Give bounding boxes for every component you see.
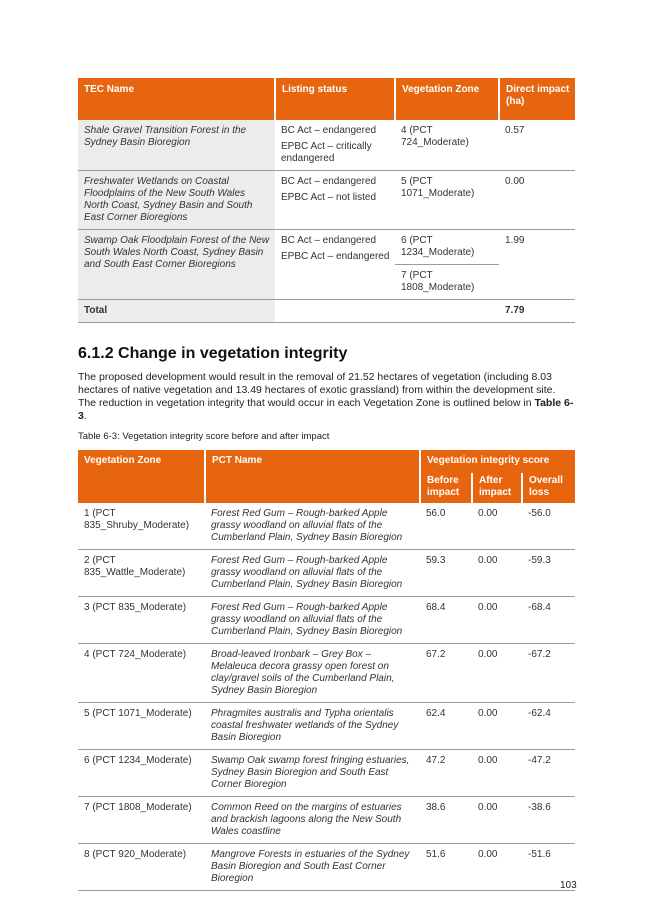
header-pct-name: PCT Name bbox=[205, 450, 420, 503]
zone-cell: 6 (PCT 1234_Moderate) bbox=[78, 750, 205, 797]
table-row bbox=[78, 797, 575, 844]
pct-name-cell: Mangrove Forests in estuaries of the Sydney Basin Bioregion and South East Corner Bioregion bbox=[205, 844, 420, 891]
zone-cell: 8 (PCT 920_Moderate) bbox=[78, 844, 205, 891]
page-number: 103 bbox=[560, 880, 577, 891]
section-heading: 6.1.2 Change in vegetation integrity bbox=[78, 345, 348, 362]
pct-name-cell: Common Reed on the margins of estuaries and brackish lagoons along the New South Wales coastline bbox=[205, 797, 420, 844]
pct-name-cell: Swamp Oak swamp forest fringing estuaries, Sydney Basin Bioregion and South East Corner Bioregion bbox=[205, 750, 420, 797]
pct-name-cell: Phragmites australis and Typha orientalis coastal freshwater wetlands of the Sydney Basin Bioregion bbox=[205, 703, 420, 750]
tec-table-header-row bbox=[78, 78, 575, 120]
total-label: Total bbox=[78, 300, 275, 323]
zone-cell: 7 (PCT 1808_Moderate) bbox=[78, 797, 205, 844]
header-tec-name: TEC Name bbox=[78, 78, 275, 120]
before-cell: 51.6 bbox=[420, 844, 472, 891]
after-cell: 0.00 bbox=[472, 644, 522, 703]
after-cell: 0.00 bbox=[472, 844, 522, 891]
table-row bbox=[78, 120, 575, 171]
after-cell: 0.00 bbox=[472, 797, 522, 844]
header-listing-status: Listing status bbox=[275, 78, 395, 120]
total-row bbox=[78, 300, 575, 323]
pct-name-cell: Broad-leaved Ironbark – Grey Box – Melaleuca decora grassy open forest on clay/gravel soils of the Cumberland Plain, Sydney Basin Bioregion bbox=[205, 644, 420, 703]
before-cell: 68.4 bbox=[420, 597, 472, 644]
header-integrity-score: Vegetation integrity score bbox=[420, 450, 575, 473]
table-row bbox=[78, 503, 575, 550]
header-vegetation-zone: Vegetation Zone bbox=[395, 78, 499, 120]
bc-act-status: BC Act – endangered bbox=[281, 125, 377, 136]
after-cell: 0.00 bbox=[472, 550, 522, 597]
vegetation-integrity-table bbox=[78, 450, 575, 891]
epbc-act-status: EPBC Act – endangered bbox=[281, 251, 390, 262]
header-vegetation-zone: Vegetation Zone bbox=[78, 450, 205, 503]
listing-status-cell bbox=[275, 120, 395, 171]
table-row bbox=[78, 750, 575, 797]
after-cell: 0.00 bbox=[472, 503, 522, 550]
pct-name-cell: Forest Red Gum – Rough-barked Apple grassy woodland on alluvial flats of the Cumberland Plain, Sydney Basin Bioregion bbox=[205, 597, 420, 644]
listing-status-cell bbox=[275, 230, 395, 300]
after-cell: 0.00 bbox=[472, 703, 522, 750]
paragraph-text: The proposed development would result in the removal of 21.52 hectares of vegetation (including 8.03 hectares of native vegetation and 13.49 hectares of exotic grassland) from within the development site. The reduction in vegetation integrity that would occur in each Vegetation Zone is outlined below in bbox=[78, 371, 556, 409]
table-row bbox=[78, 644, 575, 703]
loss-cell: -47.2 bbox=[522, 750, 575, 797]
direct-impact-cell: 1.99 bbox=[499, 230, 575, 300]
loss-cell: -51.6 bbox=[522, 844, 575, 891]
vegetation-zone-cell: 7 (PCT 1808_Moderate) bbox=[395, 265, 499, 300]
vegetation-zone-cell: 4 (PCT 724_Moderate) bbox=[395, 120, 499, 171]
loss-cell: -56.0 bbox=[522, 503, 575, 550]
after-cell: 0.00 bbox=[472, 750, 522, 797]
total-value: 7.79 bbox=[499, 300, 575, 323]
before-cell: 38.6 bbox=[420, 797, 472, 844]
zone-cell: 3 (PCT 835_Moderate) bbox=[78, 597, 205, 644]
total-empty-cell bbox=[395, 300, 499, 323]
loss-cell: -67.2 bbox=[522, 644, 575, 703]
epbc-act-status: EPBC Act – critically endangered bbox=[281, 141, 372, 164]
pct-name-cell: Forest Red Gum – Rough-barked Apple grassy woodland on alluvial flats of the Cumberland Plain, Sydney Basin Bioregion bbox=[205, 503, 420, 550]
table-row bbox=[78, 230, 575, 265]
listing-status-cell bbox=[275, 171, 395, 230]
before-cell: 47.2 bbox=[420, 750, 472, 797]
table-row bbox=[78, 550, 575, 597]
zone-cell: 2 (PCT 835_Wattle_Moderate) bbox=[78, 550, 205, 597]
loss-cell: -38.6 bbox=[522, 797, 575, 844]
header-overall-loss: Overall loss bbox=[522, 473, 575, 503]
bc-act-status: BC Act – endangered bbox=[281, 235, 377, 246]
direct-impact-cell: 0.57 bbox=[499, 120, 575, 171]
after-cell: 0.00 bbox=[472, 597, 522, 644]
vegetation-zone-cell: 6 (PCT 1234_Moderate) bbox=[395, 230, 499, 265]
loss-cell: -59.3 bbox=[522, 550, 575, 597]
tec-name-cell: Swamp Oak Floodplain Forest of the New South Wales North Coast, Sydney Basin and South East Corner Bioregions bbox=[78, 230, 275, 300]
vi-table-header-row bbox=[78, 450, 575, 473]
header-direct-impact: Direct impact (ha) bbox=[499, 78, 575, 120]
tec-impact-table bbox=[78, 78, 575, 323]
header-before-impact: Before impact bbox=[420, 473, 472, 503]
direct-impact-cell: 0.00 bbox=[499, 171, 575, 230]
table-reference: Table 6-3 bbox=[78, 397, 574, 422]
zone-cell: 4 (PCT 724_Moderate) bbox=[78, 644, 205, 703]
before-cell: 59.3 bbox=[420, 550, 472, 597]
epbc-act-status: EPBC Act – not listed bbox=[281, 192, 377, 203]
zone-cell: 1 (PCT 835_Shruby_Moderate) bbox=[78, 503, 205, 550]
table-row bbox=[78, 844, 575, 891]
document-page bbox=[78, 78, 575, 891]
table-caption: Table 6-3: Vegetation integrity score before and after impact bbox=[78, 431, 330, 442]
table-row bbox=[78, 703, 575, 750]
body-paragraph bbox=[78, 371, 575, 423]
bc-act-status: BC Act – endangered bbox=[281, 176, 377, 187]
zone-cell: 5 (PCT 1071_Moderate) bbox=[78, 703, 205, 750]
loss-cell: -62.4 bbox=[522, 703, 575, 750]
paragraph-end: . bbox=[83, 410, 87, 422]
table-row bbox=[78, 597, 575, 644]
vegetation-zone-cell: 5 (PCT 1071_Moderate) bbox=[395, 171, 499, 230]
table-row bbox=[78, 171, 575, 230]
before-cell: 62.4 bbox=[420, 703, 472, 750]
tec-name-cell: Freshwater Wetlands on Coastal Floodplains of the New South Wales North Coast, Sydney Basin and South East Corner Bioregions bbox=[78, 171, 275, 230]
tec-name-cell: Shale Gravel Transition Forest in the Sydney Basin Bioregion bbox=[78, 120, 275, 171]
total-empty-cell bbox=[275, 300, 395, 323]
header-after-impact: After impact bbox=[472, 473, 522, 503]
loss-cell: -68.4 bbox=[522, 597, 575, 644]
pct-name-cell: Forest Red Gum – Rough-barked Apple grassy woodland on alluvial flats of the Cumberland Plain, Sydney Basin Bioregion bbox=[205, 550, 420, 597]
before-cell: 67.2 bbox=[420, 644, 472, 703]
before-cell: 56.0 bbox=[420, 503, 472, 550]
